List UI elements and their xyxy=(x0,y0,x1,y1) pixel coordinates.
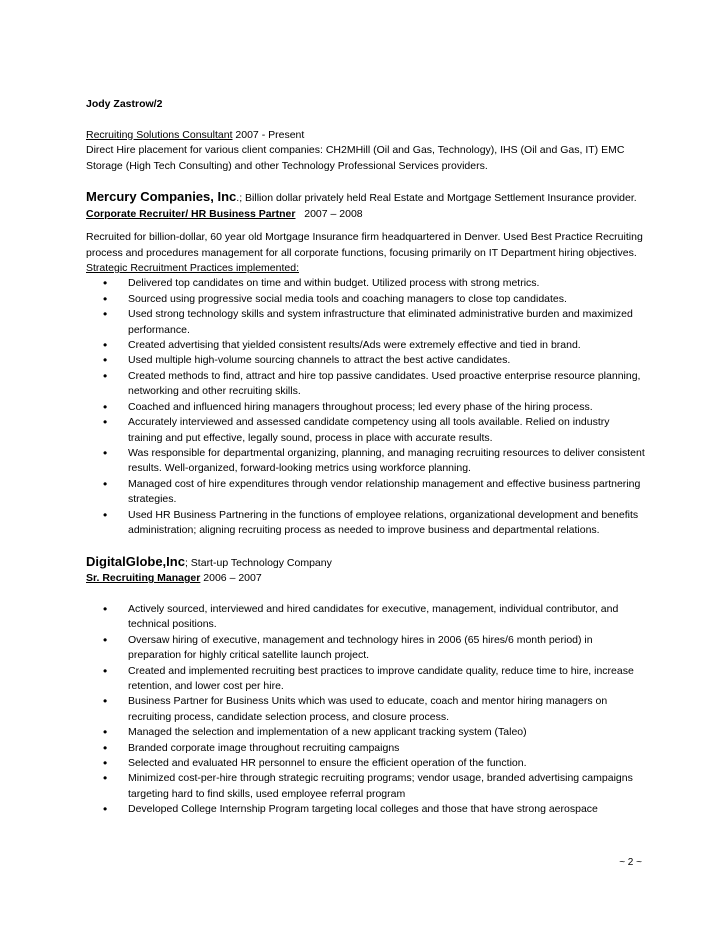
bullet: • xyxy=(103,476,108,491)
list-item: • Selected and evaluated HR personnel to ensure the efficient operation of the function. xyxy=(103,756,527,770)
bullet: • xyxy=(103,756,108,770)
list-item: • Branded corporate image throughout recruiting campaigns xyxy=(103,740,400,755)
job-dates: 2006 – 2007 xyxy=(200,572,262,585)
job-digitalglobe xyxy=(86,554,646,818)
job-title: Corporate Recruiter/ HR Business Partner xyxy=(86,207,296,220)
list-item: • Accurately interviewed and assessed candidate competency using all tools available. Relied on industry training and put effective, legally sound, process in place with accurate results. xyxy=(103,415,610,444)
list-item: • Was responsible for departmental organizing, planning, and managing recruiting resources to deliver consistent results. Well-organized, forward-looking metrics using workforce planning. xyxy=(103,445,645,475)
list-item: • Used HR Business Partnering in the functions of employee relations, organizational development and benefits administration; aligning recruiting process as needed to improve business and departmental relations. xyxy=(103,507,639,536)
bullet: • xyxy=(103,353,108,368)
company-name: Mercury Companies, Inc xyxy=(86,189,237,205)
company-description: .; Billion dollar privately held Real Estate and Mortgage Settlement Insurance provider. xyxy=(236,192,637,205)
resume-content xyxy=(86,97,646,818)
bullet: • xyxy=(103,632,108,647)
job-dates: 2007 - Present xyxy=(232,128,305,141)
bullet: • xyxy=(103,694,108,709)
bullet: • xyxy=(103,445,108,460)
job-description: Direct Hire placement for various client companies: CH2MHill (Oil and Gas, Technology), IHS (Oil and Gas, IT) EMC Storage (High Tech Consulting) and other Technology Professional Services providers. xyxy=(86,144,625,172)
mercury-bullet-list xyxy=(86,276,646,538)
section-subheading: Strategic Recruitment Practices implemented: xyxy=(86,262,299,275)
bullet: • xyxy=(103,802,108,817)
bullet: • xyxy=(103,771,108,786)
list-item: • Created advertising that yielded consistent results/Ads were extremely effective and tied in brand. xyxy=(103,338,581,353)
digitalglobe-bullet-list xyxy=(86,602,646,818)
list-item: • Oversaw hiring of executive, management and technology hires in 2006 (65 hires/6 month period) in preparation for highly critical satellite launch project. xyxy=(103,632,593,662)
list-item: • Sourced using progressive social media tools and coaching managers to close top candidates. xyxy=(103,291,567,306)
list-item: • Delivered top candidates on time and within budget. Utilized process with strong metrics. xyxy=(103,276,540,291)
bullet: • xyxy=(103,725,108,740)
bullet: • xyxy=(103,368,108,383)
bullet: • xyxy=(103,740,108,755)
bullet: • xyxy=(103,663,108,678)
bullet: • xyxy=(103,276,108,291)
bullet: • xyxy=(103,399,108,414)
page-header: Jody Zastrow/2 xyxy=(86,98,163,110)
bullet: • xyxy=(103,601,108,616)
job-title: Sr. Recruiting Manager xyxy=(86,572,201,585)
list-item: • Business Partner for Business Units which was used to educate, coach and mentor hiring managers on recruiting process, candidate selection process, and closure process. xyxy=(103,694,608,723)
list-item: • Created and implemented recruiting best practices to improve candidate quality, reduce time to hire, increase retention, and lower cost per hire. xyxy=(103,663,634,692)
job-mercury xyxy=(86,189,646,538)
company-name: DigitalGlobe,Inc xyxy=(86,553,185,569)
list-item: • Actively sourced, interviewed and hired candidates for executive, management, individual contributor, and technical positions. xyxy=(103,601,619,631)
list-item: • Created methods to find, attract and hire top passive candidates. Used proactive enterprise resource planning, networking and other recruiting skills. xyxy=(103,368,641,398)
list-item: • Used strong technology skills and system infrastructure that eliminated administrative burden and maximized performance. xyxy=(103,307,633,336)
job-dates: 2007 – 2008 xyxy=(295,207,363,220)
list-item: • Managed the selection and implementation of a new applicant tracking system (Taleo) xyxy=(103,725,527,740)
bullet: • xyxy=(103,415,108,430)
company-description: ; Start-up Technology Company xyxy=(184,556,332,569)
page-number: ~ 2 ~ xyxy=(619,857,642,868)
list-item: • Coached and influenced hiring managers throughout process; led every phase of the hiring process. xyxy=(103,399,593,414)
list-item: • Managed cost of hire expenditures through vendor relationship management and effective business partnering strategies. xyxy=(103,476,641,506)
job-title: Recruiting Solutions Consultant xyxy=(86,128,233,141)
list-item: • Minimized cost-per-hire through strategic recruiting programs; vendor usage, branded advertising campaigns targeting hard to find skills, used employee referral program xyxy=(103,771,633,800)
job-recruiting-solutions xyxy=(86,128,646,174)
bullet: • xyxy=(103,307,108,322)
list-item: • Used multiple high-volume sourcing channels to attract the best active candidates. xyxy=(103,353,511,368)
list-item: • Developed College Internship Program targeting local colleges and those that have strong aerospace xyxy=(103,802,598,817)
bullet: • xyxy=(103,507,108,522)
job-description: Recruited for billion-dollar, 60 year old Mortgage Insurance firm headquartered in Denver. Used Best Practice Recruiting process and procedures management for all corporate functions, focusing primarily on IT Department hiring objectives. xyxy=(86,231,643,259)
bullet: • xyxy=(103,291,108,306)
bullet: • xyxy=(103,338,108,353)
